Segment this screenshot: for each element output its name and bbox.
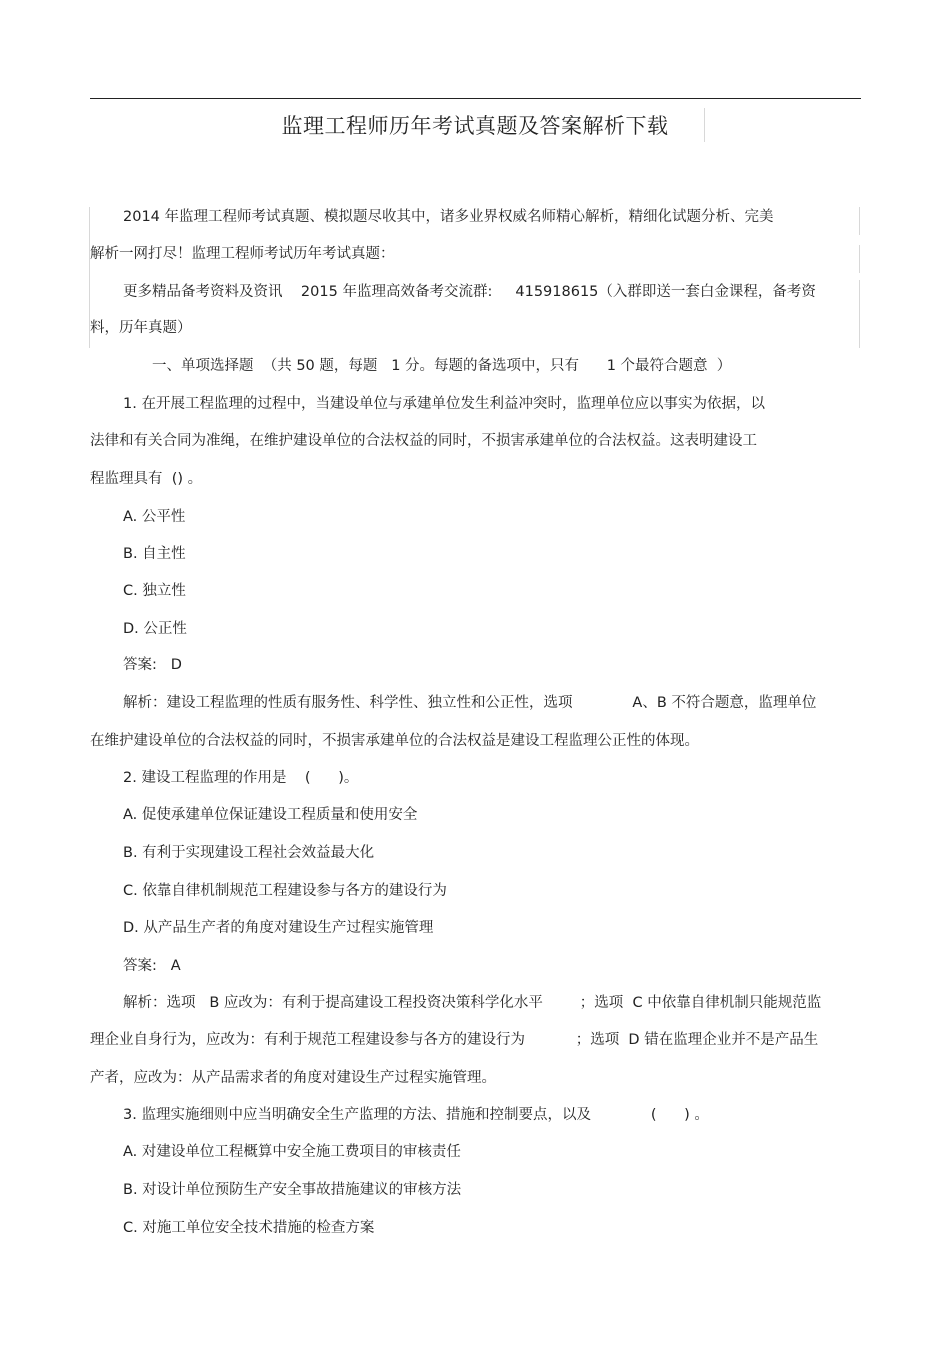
question-2-analysis: 解析：选项 B 应改为：有利于提高建设工程投资决策科学化水平 ；选项 C 中依靠自律机制只能规范监 <box>123 995 822 1011</box>
question-1-option-b: B. 自主性 <box>123 546 186 562</box>
intro-paragraph-1-cont: 解析一网打尽！监理工程师考试历年考试真题： <box>90 246 395 262</box>
margin-bar <box>859 245 860 273</box>
question-2-option-a: A. 促使承建单位保证建设工程质量和使用安全 <box>123 807 418 823</box>
question-1-stem-end: 程监理具有 () 。 <box>90 471 203 487</box>
intro-paragraph-2-cont: 料，历年真题） <box>90 320 192 336</box>
intro-paragraph-2: 更多精品备考资料及资讯 2015 年监理高效备考交流群: 415918615（入群即送一套白金课程，备考资 <box>123 284 816 300</box>
question-2-option-d: D. 从产品生产者的角度对建设生产过程实施管理 <box>123 920 434 936</box>
intro-paragraph-1: 2014 年监理工程师考试真题、模拟题尽收其中，诸多业界权威名师精心解析，精细化试题分析、完美 <box>123 209 774 225</box>
question-3-option-c: C. 对施工单位安全技术措施的检查方案 <box>123 1220 375 1236</box>
question-3-option-a: A. 对建设单位工程概算中安全施工费项目的审核责任 <box>123 1144 461 1160</box>
question-2-stem: 2. 建设工程监理的作用是 ( )。 <box>123 770 359 786</box>
question-2-analysis-end: 产者，应改为：从产品需求者的角度对建设生产过程实施管理。 <box>90 1070 496 1086</box>
title-side-bar <box>704 108 705 142</box>
question-1-option-a: A. 公平性 <box>123 509 186 525</box>
top-rule <box>90 98 861 99</box>
question-3-option-b: B. 对设计单位预防生产安全事故措施建议的审核方法 <box>123 1182 462 1198</box>
question-2-option-b: B. 有利于实现建设工程社会效益最大化 <box>123 845 375 861</box>
question-3-stem: 3. 监理实施细则中应当明确安全生产监理的方法、措施和控制要点，以及 ( ) 。 <box>123 1107 709 1123</box>
margin-bar <box>859 280 860 348</box>
question-1-stem: 1. 在开展工程监理的过程中，当建设单位与承建单位发生利益冲突时，监理单位应以事实为依据，以 <box>123 396 765 412</box>
question-1-stem-cont: 法律和有关合同为准绳，在维护建设单位的合法权益的同时，不损害承建单位的合法权益。这表明建设工 <box>90 433 757 449</box>
question-1-option-c: C. 独立性 <box>123 583 186 599</box>
page-title: 监理工程师历年考试真题及答案解析下载 <box>281 114 669 138</box>
question-2-answer: 答案: A <box>123 958 181 974</box>
question-1-option-d: D. 公正性 <box>123 621 187 637</box>
question-1-answer: 答案: D <box>123 657 182 673</box>
question-1-analysis-cont: 在维护建设单位的合法权益的同时，不损害承建单位的合法权益是建设工程监理公正性的体现。 <box>90 733 699 749</box>
section-heading: 一、单项选择题 （共 50 题，每题 1 分。每题的备选项中，只有 1 个最符合题意 ） <box>152 358 732 374</box>
margin-bar <box>859 207 860 235</box>
question-2-analysis-cont: 理企业自身行为，应改为：有利于规范工程建设参与各方的建设行为 ；选项 D 错在监理企业并不是产品生 <box>90 1032 819 1048</box>
question-2-option-c: C. 依靠自律机制规范工程建设参与各方的建设行为 <box>123 883 447 899</box>
question-1-analysis: 解析：建设工程监理的性质有服务性、科学性、独立性和公正性，选项 A、B 不符合题意，监理单位 <box>123 695 817 711</box>
